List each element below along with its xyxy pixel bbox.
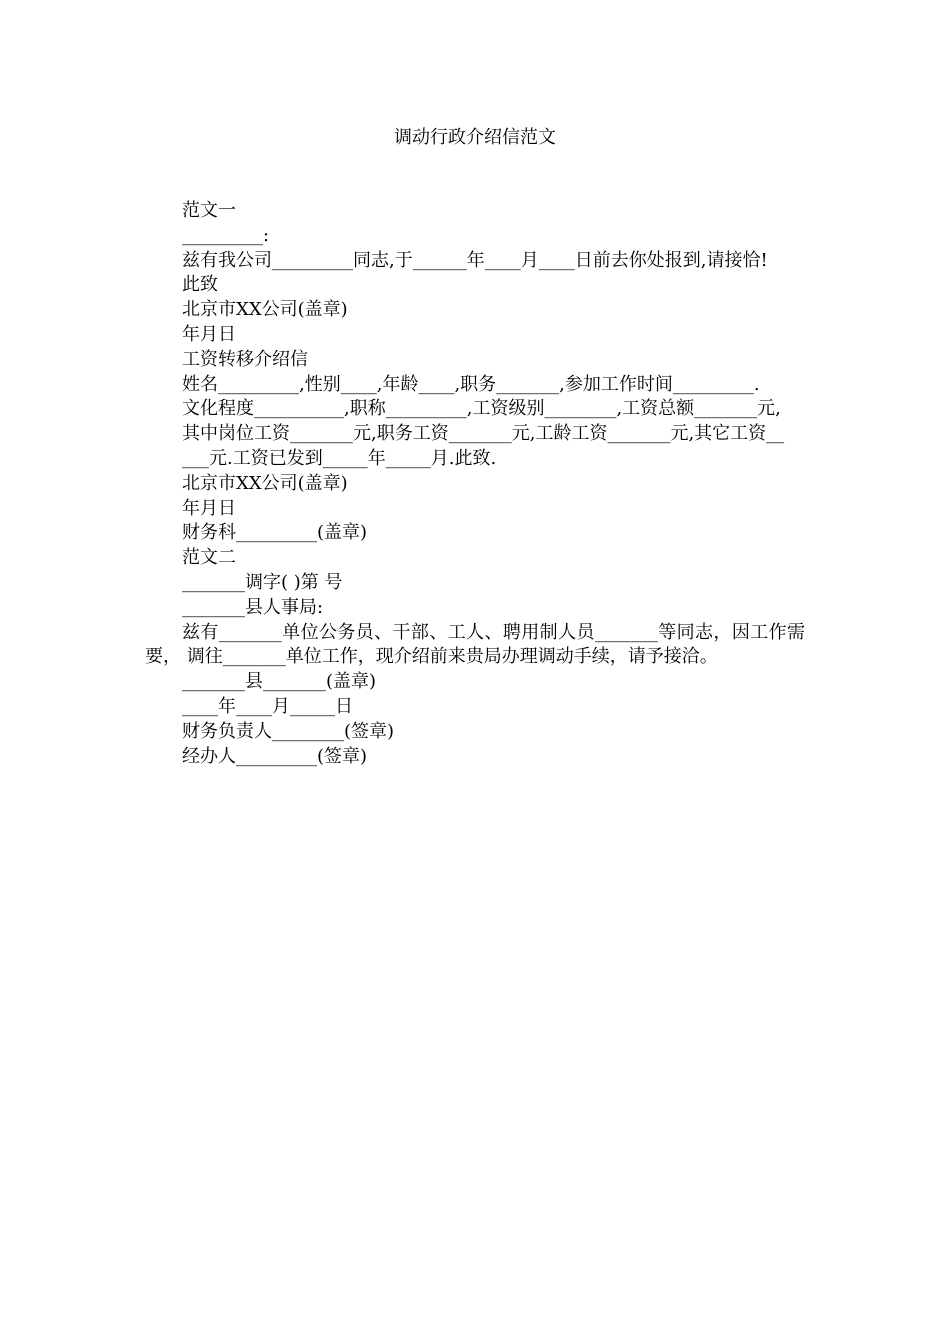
paragraph-date-2: 年月日 — [182, 497, 236, 519]
paragraph-county-seal: _______县_______(盖章) — [182, 671, 377, 693]
paragraph-county-bureau: _______县人事局: — [182, 596, 324, 618]
paragraph-transfer-body: 兹有_______单位公务员、干部、工人、聘用制人员_______等同志，因工作需要， 调往_______单位工作，现介绍前来贵局办理调动手续，请予接洽。 — [145, 621, 805, 668]
paragraph-finance-head-signature: 财务负责人________(签章) — [182, 720, 395, 742]
paragraph-salary-letter-heading: 工资转移介绍信 — [182, 348, 308, 370]
paragraph-heading-sample-2: 范文二 — [182, 547, 236, 569]
paragraph-intro-text: 兹有我公司_________同志,于______年____月____日前去你处报到,请接恰! — [182, 249, 768, 271]
paragraph-date: 年月日 — [182, 323, 236, 345]
paragraph-personal-info: 姓名_________,性别____,年龄____,职务_______,参加工作时间_________. — [182, 373, 760, 395]
paragraph-date-3: ____年____月_____日 — [182, 695, 353, 717]
paragraph-handler-signature: 经办人_________(签章) — [182, 745, 368, 767]
paragraph-finance-seal: 财务科_________(盖章) — [182, 522, 368, 544]
paragraph-heading-sample-1: 范文一 — [182, 200, 236, 221]
paragraph-company-seal-2: 北京市XX公司(盖章) — [182, 472, 348, 494]
paragraph-salary-paid: ___元.工资已发到_____年_____月.此致. — [182, 447, 497, 469]
paragraph-salary-breakdown: 其中岗位工资_______元,职务工资_______元,工龄工资_______元,其它工资__ — [182, 423, 785, 445]
paragraph-reference-number: _______调字( )第 号 — [182, 571, 343, 593]
paragraph-addressee: _________: — [182, 224, 270, 246]
paragraph-closing: 此致 — [182, 274, 218, 296]
paragraph-education-salary: 文化程度__________,职称_________,工资级别________,工资总额_______元, — [182, 398, 781, 420]
document-title: 调动行政介绍信范文 — [394, 127, 556, 148]
paragraph-company-seal: 北京市XX公司(盖章) — [182, 299, 348, 321]
document-body — [145, 199, 805, 769]
